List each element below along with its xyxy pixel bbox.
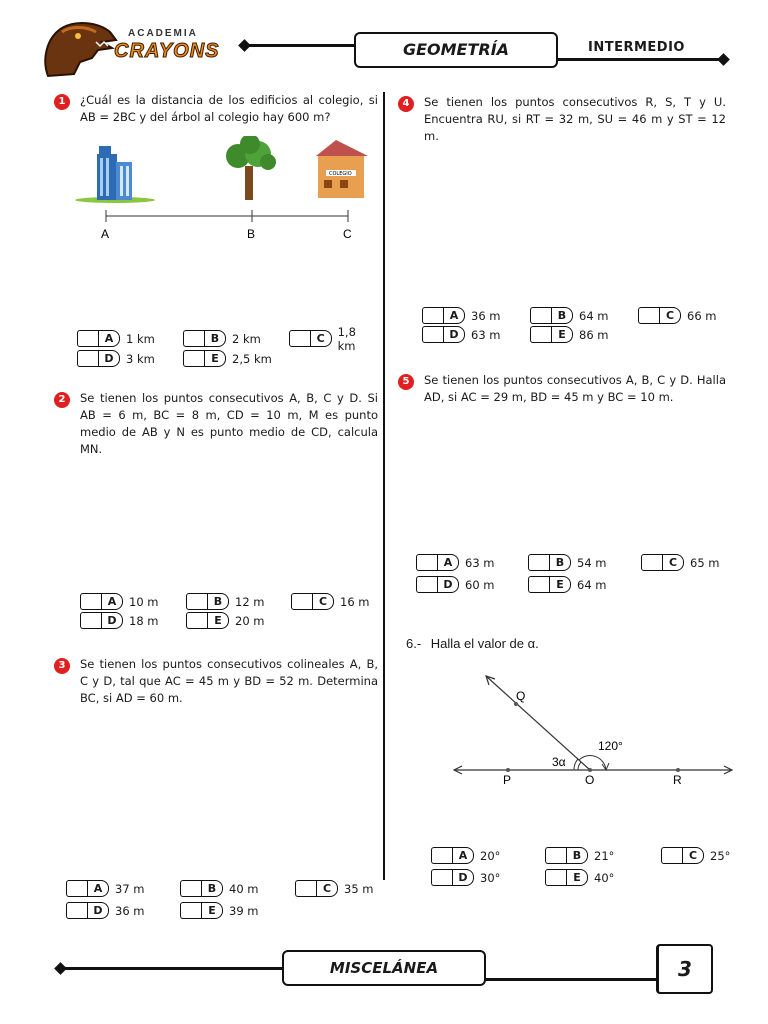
point-c-label: C — [343, 227, 352, 241]
option-letter: A — [101, 593, 123, 610]
option-letter: E — [207, 612, 229, 629]
option-letter: E — [201, 902, 223, 919]
option-letter: B — [201, 880, 223, 897]
option-a[interactable] — [416, 554, 495, 571]
option-a[interactable] — [66, 880, 145, 897]
answer-box[interactable] — [180, 902, 201, 919]
option-value: 30° — [480, 870, 501, 885]
option-letter: C — [310, 330, 332, 347]
option-e[interactable] — [545, 869, 614, 886]
option-letter: A — [437, 554, 459, 571]
answer-box[interactable] — [638, 307, 659, 324]
answer-options — [66, 880, 386, 920]
option-e[interactable] — [180, 902, 259, 919]
option-letter: A — [452, 847, 474, 864]
answer-box[interactable] — [416, 554, 437, 571]
option-value: 21° — [594, 848, 615, 863]
option-value: 16 m — [340, 594, 370, 609]
diamond-icon — [238, 39, 251, 52]
answer-options — [431, 847, 751, 887]
header-line-right — [556, 58, 724, 61]
option-c[interactable] — [289, 324, 377, 353]
option-value: 25° — [710, 848, 731, 863]
brand-name: CRAYONS — [114, 40, 220, 62]
option-value: 2,5 km — [232, 351, 272, 366]
answer-box[interactable] — [186, 612, 207, 629]
option-value: 60 m — [465, 577, 495, 592]
option-letter: D — [452, 869, 474, 886]
option-value: 54 m — [577, 555, 607, 570]
option-value: 20 m — [235, 613, 265, 628]
answer-options — [422, 307, 742, 347]
option-letter: C — [659, 307, 681, 324]
answer-box[interactable] — [186, 593, 207, 610]
answer-options — [80, 593, 380, 633]
option-b[interactable] — [545, 847, 614, 864]
problem-1-figure — [70, 136, 370, 246]
answer-box[interactable] — [80, 612, 101, 629]
answer-box[interactable] — [80, 593, 101, 610]
answer-box[interactable] — [291, 593, 312, 610]
problem-number-badge: 1 — [54, 94, 70, 110]
answer-box[interactable] — [289, 330, 310, 347]
problem-number-badge: 5 — [398, 374, 414, 390]
problem-number-badge: 2 — [54, 392, 70, 408]
option-c[interactable] — [291, 593, 370, 610]
angle-3alpha-label: 3α — [552, 755, 566, 769]
option-letter: C — [312, 593, 334, 610]
option-letter: B — [566, 847, 588, 864]
angle-figure — [448, 670, 738, 790]
option-c[interactable] — [661, 847, 730, 864]
option-value: 12 m — [235, 594, 265, 609]
answer-box[interactable] — [528, 576, 549, 593]
answer-box[interactable] — [422, 326, 443, 343]
option-value: 36 m — [471, 308, 501, 323]
answer-box[interactable] — [66, 880, 87, 897]
option-c[interactable] — [638, 307, 717, 324]
option-letter: E — [566, 869, 588, 886]
answer-box[interactable] — [183, 330, 204, 347]
option-c[interactable] — [641, 554, 720, 571]
point-q-label: Q — [516, 689, 526, 703]
option-letter: E — [549, 576, 571, 593]
option-d[interactable] — [66, 902, 145, 919]
option-c[interactable] — [295, 880, 374, 897]
option-e[interactable] — [186, 612, 265, 629]
option-value: 63 m — [465, 555, 495, 570]
logo — [40, 18, 230, 84]
answer-box[interactable] — [545, 847, 566, 864]
option-b[interactable] — [528, 554, 607, 571]
footer-line-left — [60, 967, 284, 970]
problem-number-badge: 4 — [398, 96, 414, 112]
problem-text: Halla el valor de α. — [430, 636, 539, 651]
academy-word: ACADEMIA — [128, 28, 198, 39]
option-value: 1,8 km — [337, 324, 356, 353]
footer-line-right — [484, 978, 656, 981]
angle-120-label: 120° — [598, 739, 623, 753]
problem-text: ¿Cuál es la distancia de los edificios al colegio, si AB = 2BC y del árbol al colegio hay 600 m? — [80, 93, 378, 124]
option-a[interactable] — [431, 847, 500, 864]
answer-box[interactable] — [530, 326, 551, 343]
option-letter: E — [204, 350, 226, 367]
answer-box[interactable] — [530, 307, 551, 324]
school-sign: COLEGIO — [329, 171, 352, 177]
answer-box[interactable] — [422, 307, 443, 324]
option-value: 2 km — [232, 331, 261, 346]
subject-title: GEOMETRÍA — [354, 32, 558, 68]
option-a[interactable] — [422, 307, 501, 324]
column-divider — [383, 92, 385, 880]
option-letter: C — [316, 880, 338, 897]
option-d[interactable] — [80, 612, 159, 629]
buildings-icon — [75, 146, 155, 203]
option-value: 3 km — [126, 351, 155, 366]
option-d[interactable] — [422, 326, 501, 343]
option-value: 64 m — [579, 308, 609, 323]
answer-box[interactable] — [416, 576, 437, 593]
dinosaur-logo-icon — [40, 18, 120, 84]
answer-box[interactable] — [66, 902, 87, 919]
option-letter: C — [662, 554, 684, 571]
option-value: 10 m — [129, 594, 159, 609]
answer-box[interactable] — [180, 880, 201, 897]
option-letter: D — [437, 576, 459, 593]
problem-text: Se tienen los puntos consecutivos A, B, C y D. Si AB = 6 m, BC = 8 m, CD = 10 m, M es punto medio de AB y N es punto medio de CD, calcula MN. — [80, 391, 378, 456]
point-o-label: O — [585, 773, 595, 787]
option-a[interactable] — [80, 593, 159, 610]
answer-box[interactable] — [545, 869, 566, 886]
option-value: 1 km — [126, 331, 155, 346]
option-d[interactable] — [77, 350, 155, 367]
problem-text: Se tienen los puntos consecutivos R, S, T y U. Encuentra RU, si RT = 32 m, SU = 46 m y ST = 12 m. — [424, 95, 726, 143]
option-letter: D — [87, 902, 109, 919]
option-b[interactable] — [186, 593, 265, 610]
option-a[interactable] — [77, 330, 155, 347]
option-value: 64 m — [577, 577, 607, 592]
option-letter: A — [87, 880, 109, 897]
option-letter: A — [98, 330, 120, 347]
point-b-label: B — [247, 227, 256, 241]
option-value: 40° — [594, 870, 615, 885]
option-value: 86 m — [579, 327, 609, 342]
option-b[interactable] — [183, 330, 261, 347]
answer-box[interactable] — [77, 350, 98, 367]
level-label: INTERMEDIO — [588, 40, 685, 55]
option-value: 18 m — [129, 613, 159, 628]
option-letter: A — [443, 307, 465, 324]
option-e[interactable] — [528, 576, 607, 593]
point-a-label: A — [101, 227, 110, 241]
option-value: 66 m — [687, 308, 717, 323]
answer-box[interactable] — [77, 330, 98, 347]
point-p-label: P — [503, 773, 512, 787]
footer-section-title: MISCELÁNEA — [282, 950, 486, 986]
answer-box[interactable] — [641, 554, 662, 571]
option-letter: D — [443, 326, 465, 343]
option-value: 20° — [480, 848, 501, 863]
answer-box[interactable] — [661, 847, 682, 864]
option-value: 40 m — [229, 881, 259, 896]
answer-box[interactable] — [183, 350, 204, 367]
option-letter: E — [551, 326, 573, 343]
option-letter: B — [549, 554, 571, 571]
option-value: 39 m — [229, 903, 259, 918]
option-value: 35 m — [344, 881, 374, 896]
option-b[interactable] — [530, 307, 609, 324]
tree-icon — [226, 136, 276, 200]
option-value: 63 m — [471, 327, 501, 342]
option-letter: D — [101, 612, 123, 629]
option-d[interactable] — [416, 576, 495, 593]
answer-options — [77, 324, 377, 370]
page-number: 3 — [656, 944, 713, 994]
school-icon — [316, 140, 368, 198]
option-letter: B — [204, 330, 226, 347]
diamond-icon — [717, 53, 730, 66]
answer-box[interactable] — [528, 554, 549, 571]
answer-box[interactable] — [431, 847, 452, 864]
answer-options — [416, 554, 736, 594]
option-d[interactable] — [431, 869, 500, 886]
option-letter: C — [682, 847, 704, 864]
option-value: 65 m — [690, 555, 720, 570]
option-value: 37 m — [115, 881, 145, 896]
option-letter: D — [98, 350, 120, 367]
answer-box[interactable] — [431, 869, 452, 886]
point-r-label: R — [673, 773, 682, 787]
problem-number: 6.- — [406, 636, 422, 651]
option-value: 36 m — [115, 903, 145, 918]
problem-number-badge: 3 — [54, 658, 70, 674]
option-b[interactable] — [180, 880, 259, 897]
header-line-left — [244, 44, 356, 47]
problem-text: Se tienen los puntos consecutivos colineales A, B, C y D, tal que AC = 45 m y BD = 52 m. Determina BC, si AD = 60 m. — [80, 657, 378, 705]
option-e[interactable] — [183, 350, 272, 367]
option-letter: B — [551, 307, 573, 324]
problem-text: Se tienen los puntos consecutivos A, B, C y D. Halla AD, si AC = 29 m, BD = 45 m y BC = 10 m. — [424, 373, 726, 404]
option-letter: B — [207, 593, 229, 610]
problem-6 — [406, 636, 539, 651]
answer-box[interactable] — [295, 880, 316, 897]
option-e[interactable] — [530, 326, 609, 343]
